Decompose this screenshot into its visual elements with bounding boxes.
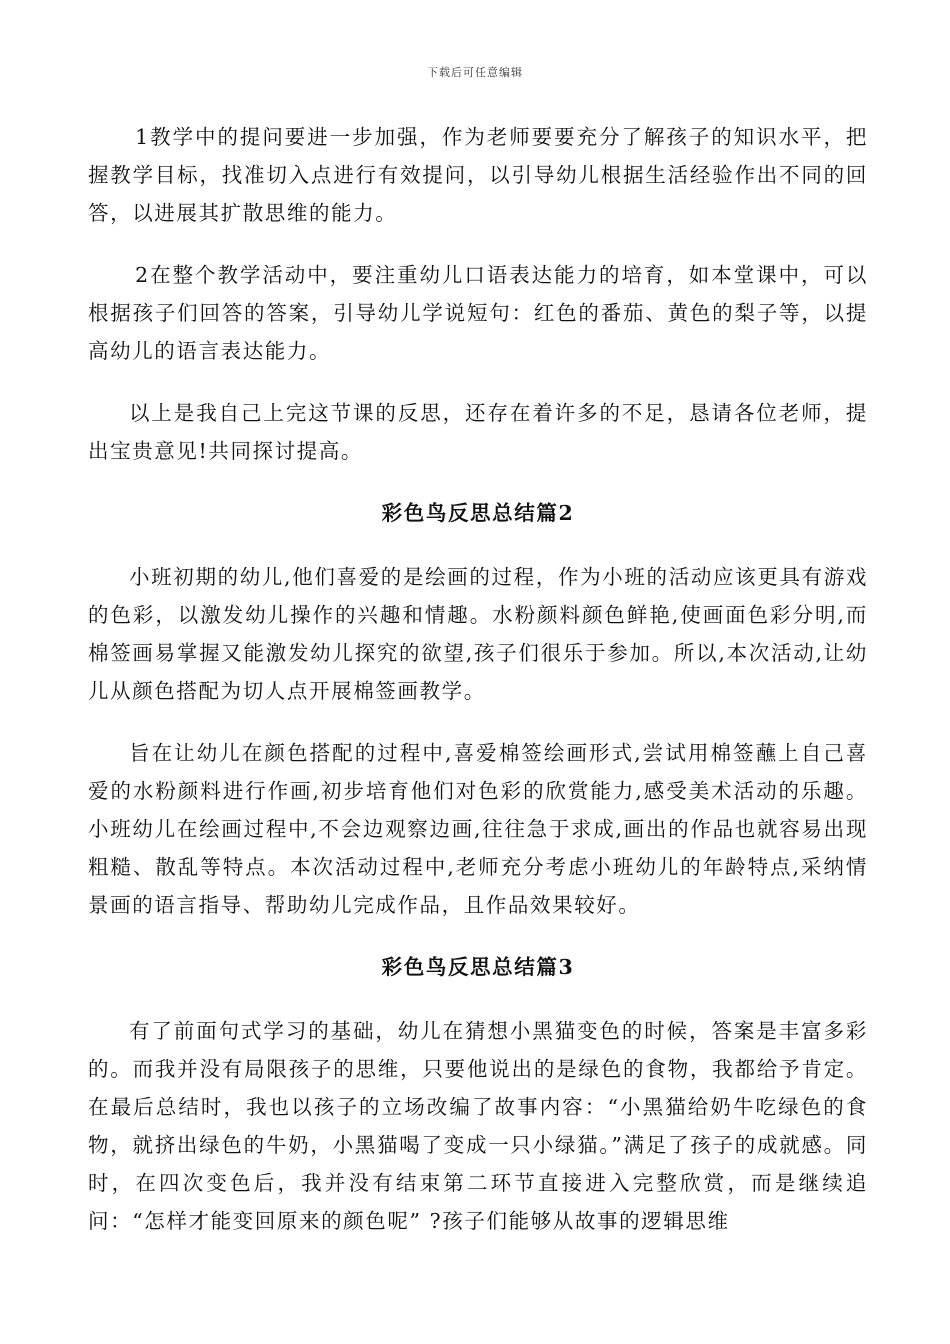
paragraph-4: 小班初期的幼儿,他们喜爱的是绘画的过程，作为小班的活动应该更具有游戏的色彩，以激发幼儿操作的兴趣和情趣。水粉颜料颜色鲜艳,使画面色彩分明,而棉签画易掌握又能激发幼儿探究的欲望,孩子们很乐于参加。所以,本次活动,让幼儿从颜色搭配为切人点开展棉签画教学。 (88, 565, 868, 703)
paragraph-2: 2在整个教学活动中，要注重幼儿口语表达能力的培育，如本堂课中，可以根据孩子们回答的答案，引导幼儿学说短句：红色的番茄、黄色的梨子等，以提高幼儿的语言表达能力。 (88, 263, 868, 363)
document-body (88, 118, 868, 1264)
section-title-2: 彩色鸟反思总结篇2 (381, 501, 575, 525)
paragraph-3: 以上是我自己上完这节课的反思，还存在着许多的不足，恳请各位老师，提出宝贵意见!共同探讨提高。 (88, 401, 868, 463)
header-note: 下载后可任意编辑 (427, 66, 523, 79)
section-title-3: 彩色鸟反思总结篇3 (381, 955, 575, 979)
paragraph-6: 有了前面句式学习的基础，幼儿在猜想小黑猫变色的时候，答案是丰富多彩的。而我并没有局限孩子的思维，只要他说出的是绿色的食物，我都给予肯定。在最后总结时，我也以孩子的立场改编了故事内容：“小黑猫给奶牛吃绿色的食物，就挤出绿色的牛奶，小黑猫喝了变成一只小绿猫。”满足了孩子的成就感。同时，在四次变色后，我并没有结束第二环节直接进入完整欣赏，而是继续追问：“怎样才能变回原来的颜色呢” ?孩子们能够从故事的逻辑思维 (88, 1019, 868, 1233)
paragraph-1: 1教学中的提问要进一步加强，作为老师要要充分了解孩子的知识水平，把握教学目标，找准切入点进行有效提问，以引导幼儿根据生活经验作出不同的回答，以进展其扩散思维的能力。 (88, 125, 868, 225)
paragraph-5: 旨在让幼儿在颜色搭配的过程中,喜爱棉签绘画形式,尝试用棉签蘸上自己喜爱的水粉颜料进行作画,初步培育他们对色彩的欣赏能力,感受美术活动的乐趣。小班幼儿在绘画过程中,不会边观察边画,往往急于求成,画出的作品也就容易出现粗糙、散乱等特点。本次活动过程中,老师充分考虑小班幼儿的年龄特点,采纳情景画的语言指导、帮助幼儿完成作品，且作品效果较好。 (88, 741, 868, 917)
